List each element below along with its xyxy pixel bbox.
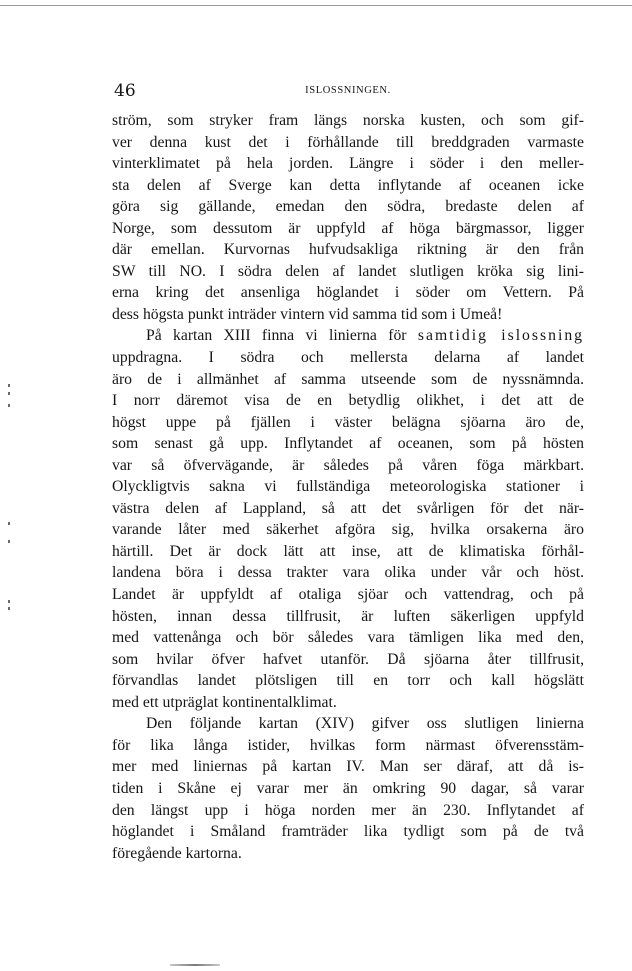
margin-mark xyxy=(8,600,10,603)
text-line: hösten, innan dessa tillfrusit, är luften säkerligen uppfyld xyxy=(112,607,584,625)
top-border-rule xyxy=(0,5,632,6)
margin-mark xyxy=(8,522,10,525)
text-line: föregående kartorna. xyxy=(112,844,242,862)
text-line: västra delen af Lappland, så att det svårligen för det när- xyxy=(112,499,584,517)
text-line: höglandet i Småland framträder lika tydligt som på de två xyxy=(112,823,584,841)
text-line-paragraph-start: Den följande kartan (XIV) gifver oss slutligen linierna xyxy=(146,715,584,733)
text-line: som senast gå upp. Inflytandet af oceanen, som på hösten xyxy=(112,435,584,453)
text-line: SW till NO. I södra delen af landet slutligen kröka sig lini- xyxy=(112,262,584,280)
page-header xyxy=(112,80,584,102)
margin-mark xyxy=(8,384,10,387)
text-fragment: På kartan XIII finna vi linierna för xyxy=(146,327,407,345)
margin-mark xyxy=(8,392,10,395)
margin-mark xyxy=(8,404,10,407)
text-line: med vattenånga och bör således vara tämligen lika med den, xyxy=(112,629,584,647)
text-line: där emellan. Kurvornas hufvudsakliga riktning är den från xyxy=(112,241,584,259)
margin-mark xyxy=(8,607,10,610)
text-line: sta delen af Sverge kan detta inflytande af oceanen icke xyxy=(112,176,584,194)
text-line: uppdragna. I södra och mellersta delarna af landet xyxy=(112,349,584,367)
left-margin-marks xyxy=(0,0,20,971)
margin-mark xyxy=(8,540,10,543)
body-text xyxy=(112,110,584,864)
page-number: 46 xyxy=(114,81,136,101)
text-line: härtill. Det är dock lätt att inse, att de klimatiska förhål- xyxy=(112,542,584,560)
running-title: ISLOSSNINGEN. xyxy=(305,85,391,96)
text-line: tiden i Skåne ej varar mer än omkring 90 dagar, så varar xyxy=(112,779,584,797)
text-line: ström, som stryker fram längs norska kusten, och som gif- xyxy=(112,112,584,129)
text-line: Olyckligtvis sakna vi fullständiga meteorologiska stationer i xyxy=(112,478,584,496)
text-line: som hvilar öfver hafvet utanför. Då sjöarna åter tillfrusit, xyxy=(112,650,584,668)
text-line: mer med liniernas på kartan IV. Man ser däraf, att då is- xyxy=(112,758,584,776)
text-line-paragraph-start xyxy=(112,325,584,347)
text-line: I norr däremot visa de en betydlig olikhet, i det att de xyxy=(112,392,584,410)
text-line: varande låter med säkerhet afgöra sig, hvilka orsakerna äro xyxy=(112,521,584,539)
text-line: erna kring det ansenliga höglandet i söder om Vettern. På xyxy=(112,284,584,302)
text-line: dess högsta punkt inträder vintern vid samma tid som i Umeå! xyxy=(112,305,503,323)
text-line: Landet är uppfyldt af otaliga sjöar och vattendrag, och på xyxy=(112,586,584,604)
text-line: vinterklimatet på hela jorden. Längre i söder i den meller- xyxy=(112,155,584,173)
text-line: för lika långa istider, hvilkas form närmast öfverensstäm- xyxy=(112,736,584,754)
text-line: högst uppe på fjällen i väster belägna sjöarna äro de, xyxy=(112,413,584,431)
spaced-emphasis: samtidig islossning xyxy=(417,327,584,345)
text-line: göra sig gällande, emedan den södra, bredaste delen af xyxy=(112,198,584,216)
text-line: Norge, som dessutom är uppfyld af höga bärgmassor, ligger xyxy=(112,219,584,237)
text-line: den längst upp i höga norden mer än 230. Inflytandet af xyxy=(112,801,584,819)
text-line: äro de i allmänhet af samma utseende som de nyssnämnda. xyxy=(112,370,584,388)
text-line: förvandlas landet plötsligen till en torr och kall högslätt xyxy=(112,672,584,690)
text-line: var så öfvervägande, är således på våren föga märkbart. xyxy=(112,456,584,474)
bottom-edge-mark xyxy=(170,964,220,966)
text-line: landena böra i dessa trakter vara olika under vår och höst. xyxy=(112,564,584,582)
text-line: med ett utpräglat kontinentalklimat. xyxy=(112,693,337,711)
text-line: ver denna kust det i förhållande till breddgraden varmaste xyxy=(112,133,584,151)
